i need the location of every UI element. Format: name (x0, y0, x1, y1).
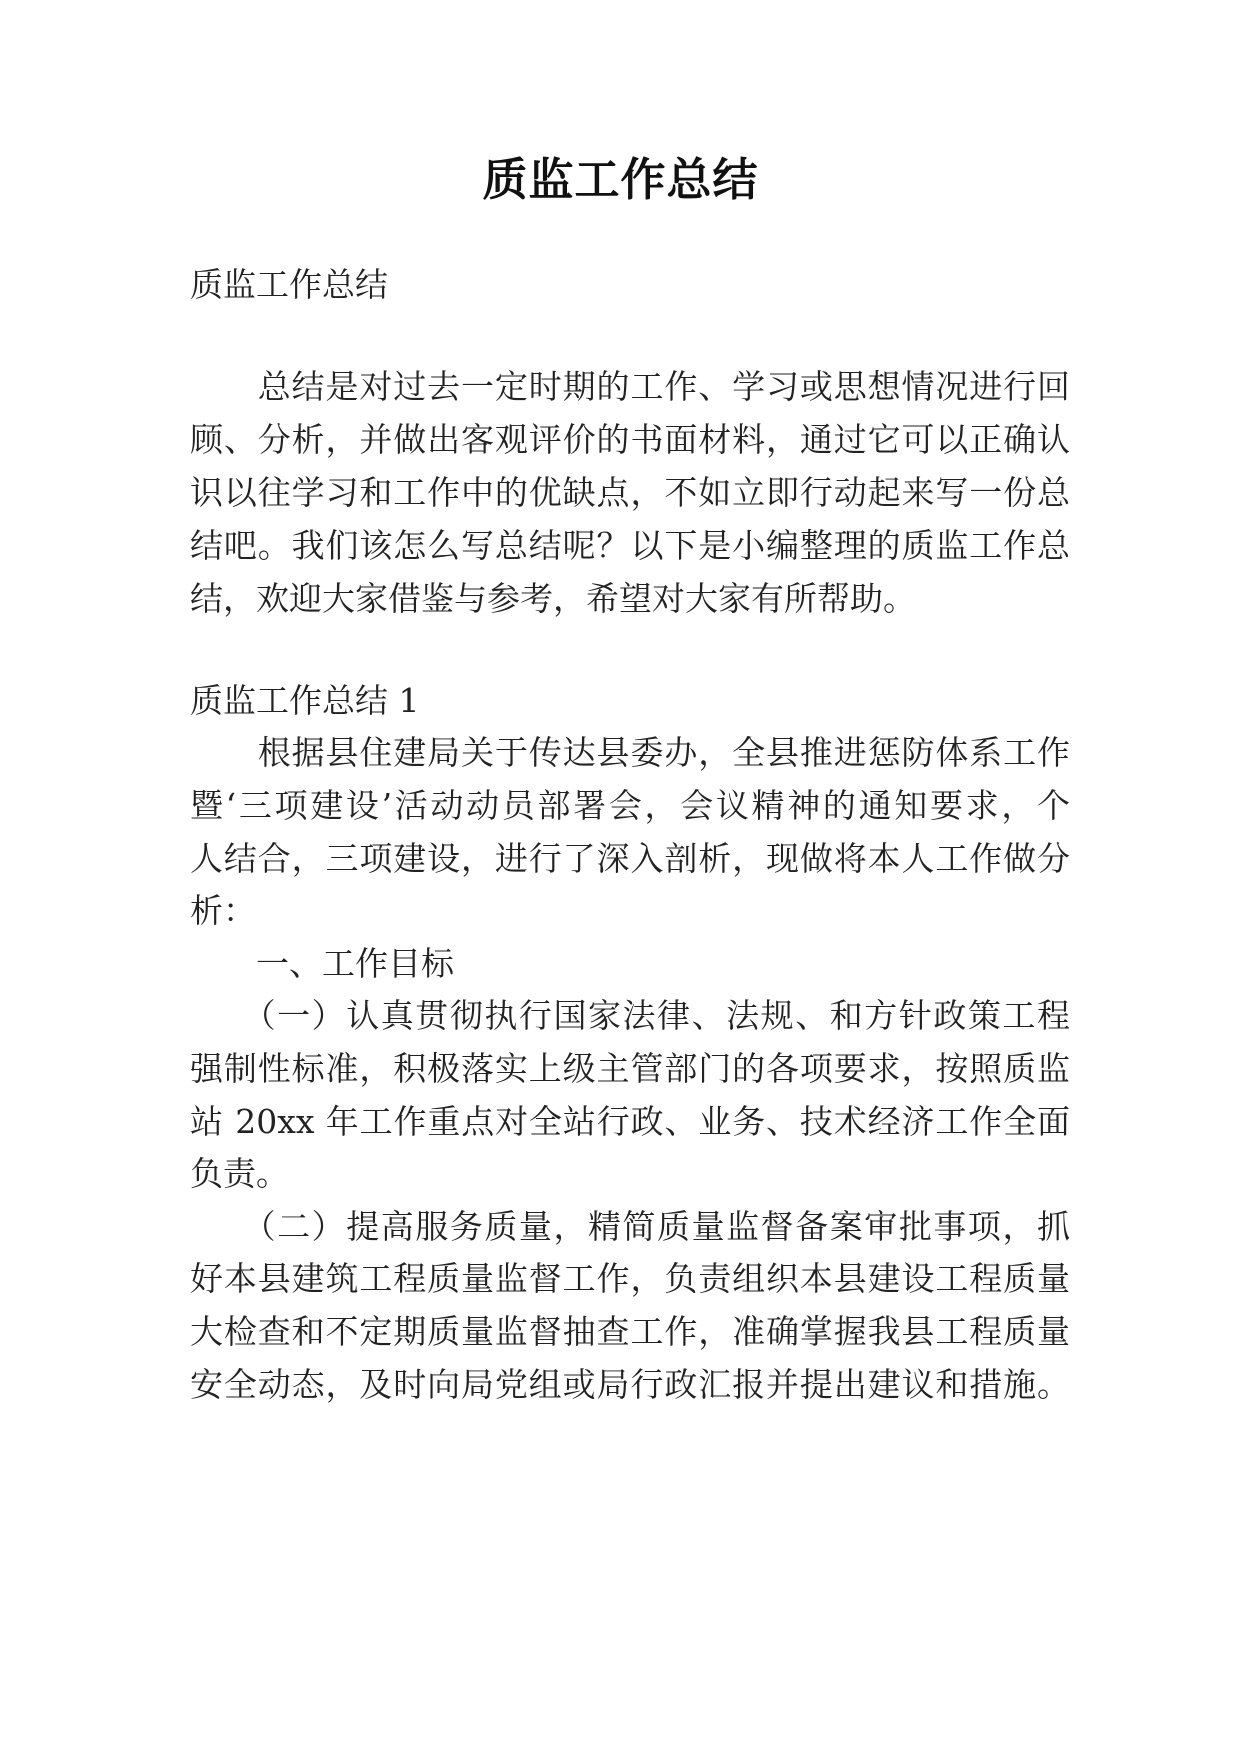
body-line-6: （一）认真贯彻执行国家法律、法规、和方针政策工程 (190, 996, 1070, 1035)
document-title: 质监工作总结 (482, 153, 759, 206)
intro-line-4: 结吧。我们该怎么写总结呢？以下是小编整理的质监工作总 (190, 526, 1070, 565)
intro-line-2: 顾、分析，并做出客观评价的书面材料，通过它可以正确认 (190, 420, 1070, 459)
body-line-7: 强制性标准，积极落实上级主管部门的各项要求，按照质监 (190, 1049, 1070, 1088)
body-line-12: 大检查和不定期质量监督抽查工作，准确掌握我县工程质量 (190, 1312, 1070, 1351)
body-line-8: 站 20xx 年工作重点对全站行政、业务、技术经济工作全面 (190, 1102, 1070, 1141)
section-heading: 质监工作总结 1 (190, 681, 420, 720)
intro-line-1: 总结是对过去一定时期的工作、学习或思想情况进行回 (190, 367, 1070, 406)
document-subtitle: 质监工作总结 (190, 265, 388, 304)
body-line-9: 负责。 (190, 1154, 289, 1193)
body-line-13: 安全动态，及时向局党组或局行政汇报并提出建议和措施。 (190, 1365, 1070, 1404)
body-line-1: 根据县住建局关于传达县委办，全县推进惩防体系工作 (190, 733, 1070, 772)
body-line-11: 好本县建筑工程质量监督工作，负责组织本县建设工程质量 (190, 1259, 1070, 1298)
body-line-2: 暨‘三项建设’活动动员部署会，会议精神的通知要求，个 (190, 786, 1070, 825)
intro-line-5: 结，欢迎大家借鉴与参考，希望对大家有所帮助。 (190, 579, 916, 618)
body-line-5: 一、工作目标 (190, 944, 454, 983)
body-line-4: 析： (190, 891, 256, 930)
body-line-3: 人结合，三项建设，进行了深入剖析，现做将本人工作做分 (190, 839, 1070, 878)
body-line-10: （二）提高服务质量，精简质量监督备案审批事项，抓 (190, 1207, 1070, 1246)
intro-line-3: 识以往学习和工作中的优缺点，不如立即行动起来写一份总 (190, 473, 1070, 512)
